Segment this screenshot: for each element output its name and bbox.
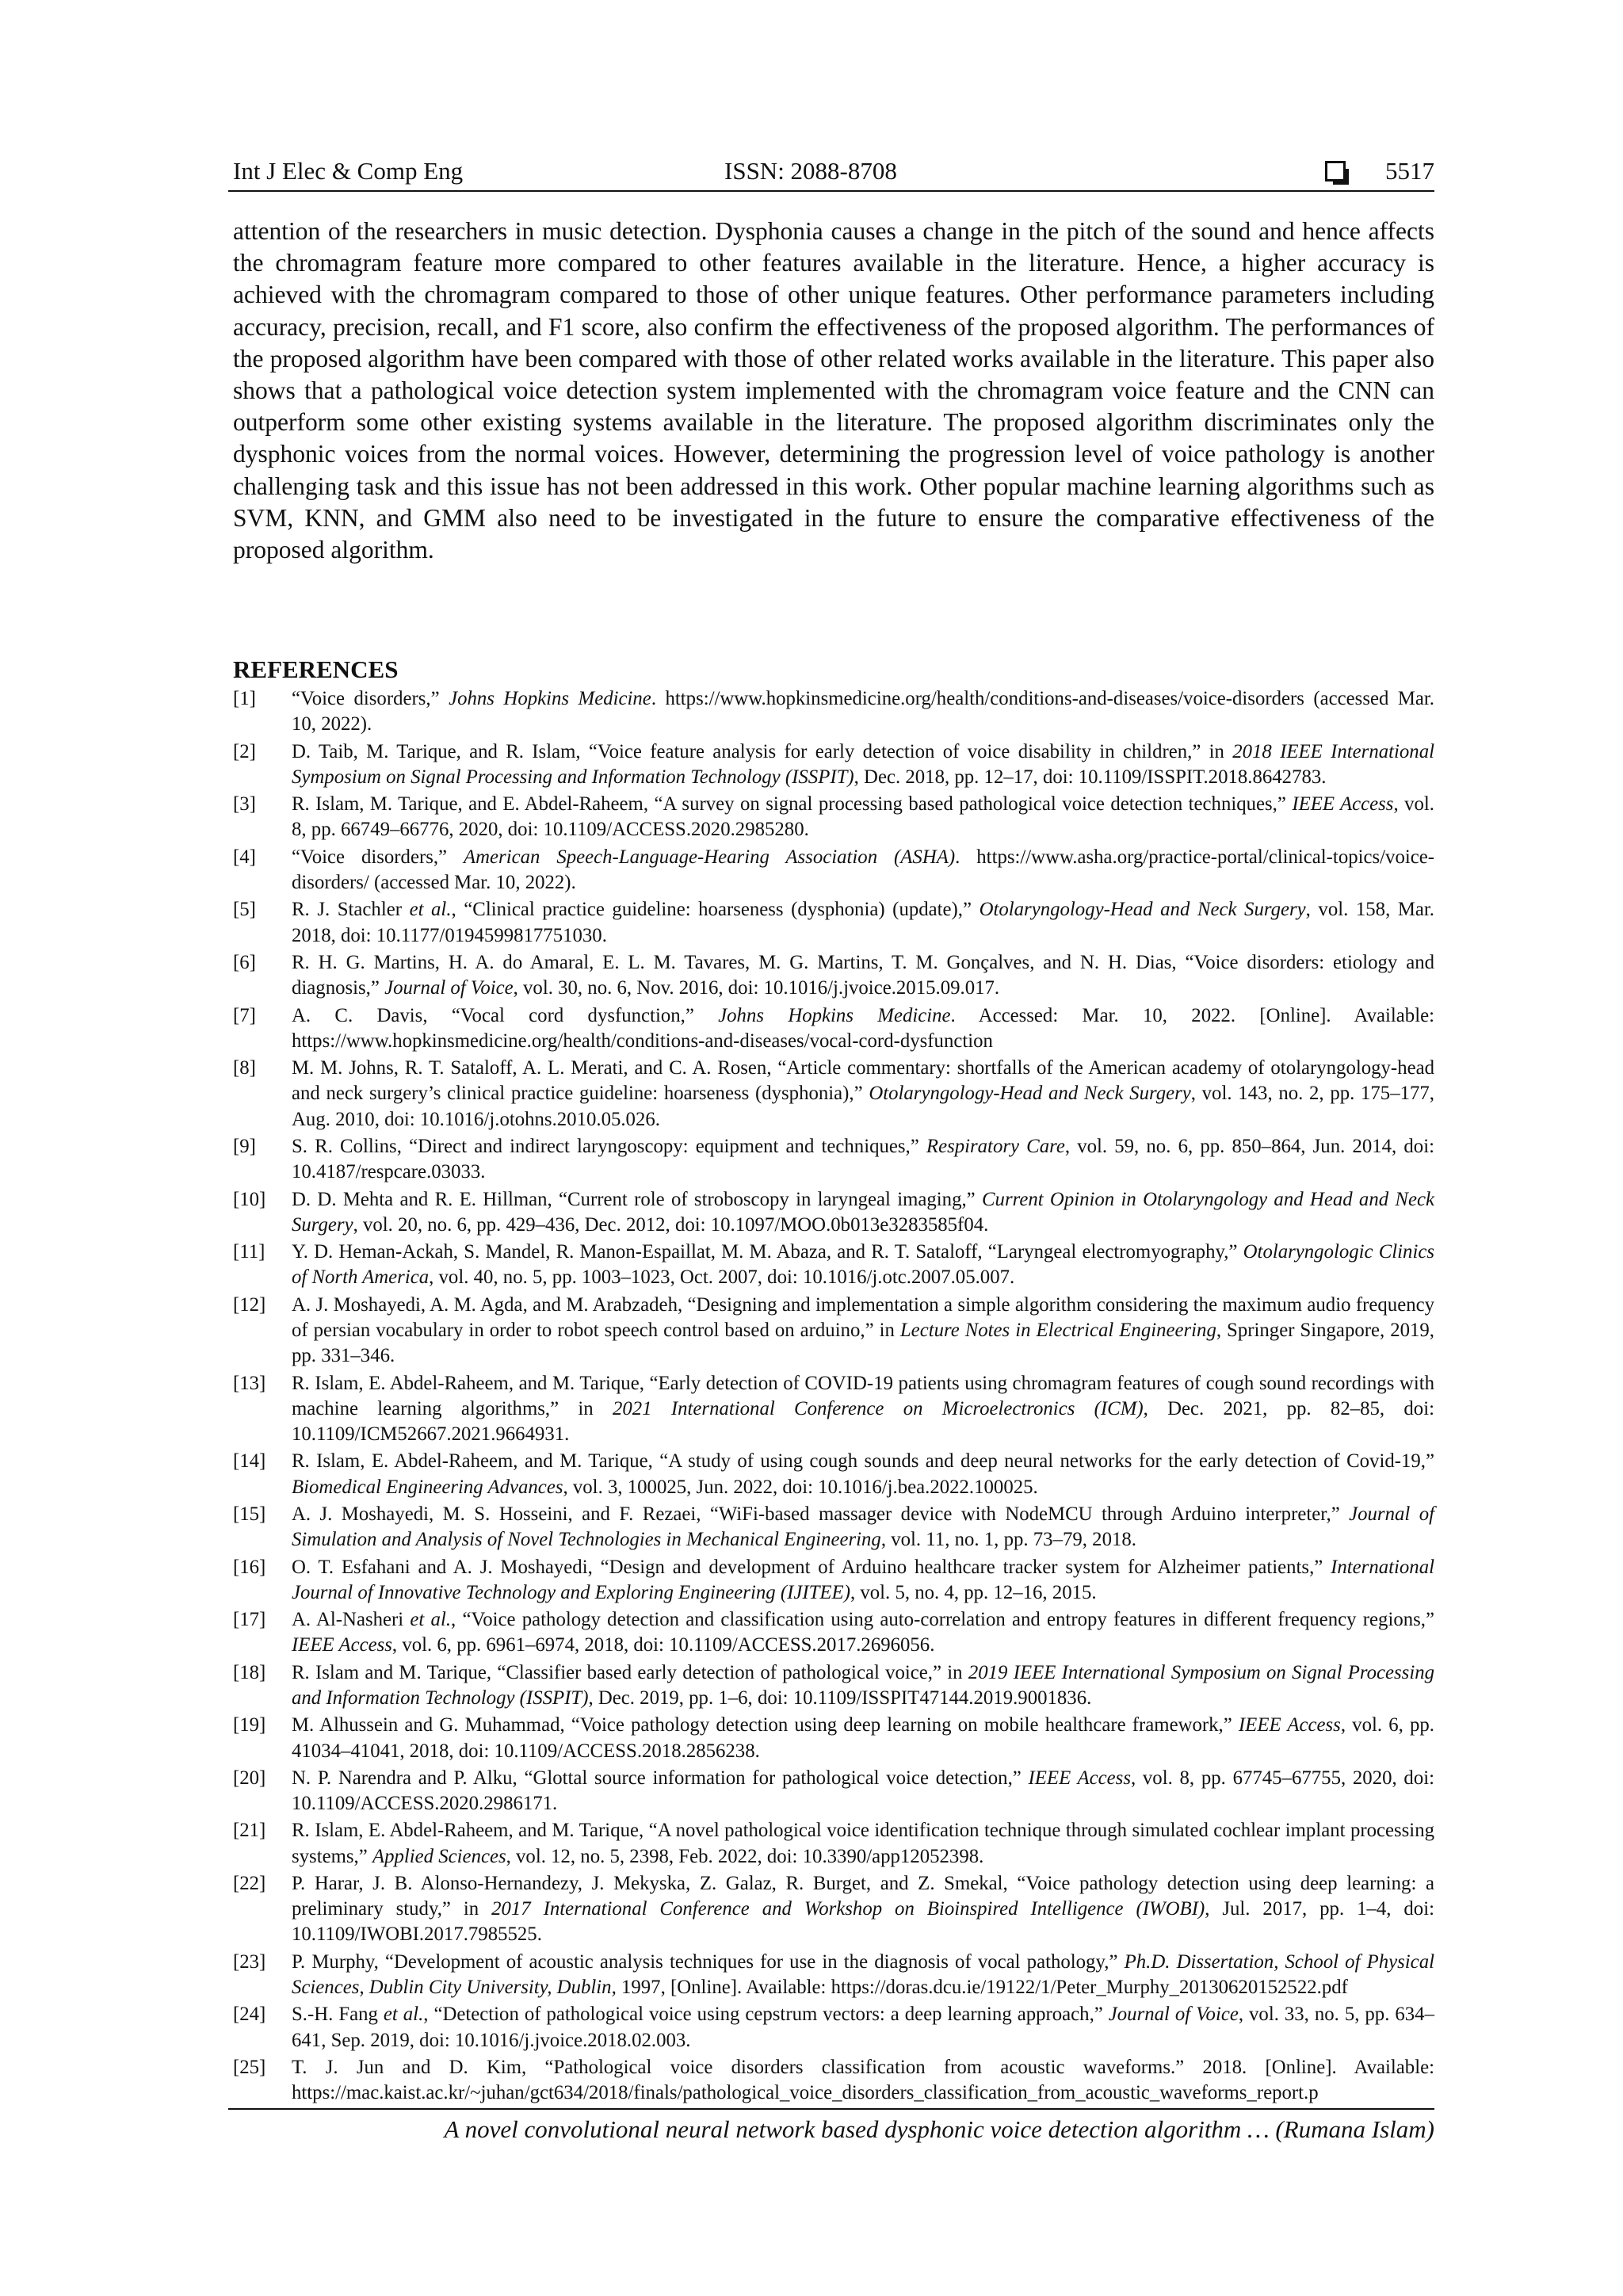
reference-segment: D. D. Mehta and R. E. Hillman, “Current role of stroboscopy in laryngeal imaging,” <box>292 1188 982 1210</box>
box-icon <box>1325 161 1346 181</box>
reference-text <box>292 1713 1434 1763</box>
reference-segment: “Voice disorders,” <box>292 688 449 709</box>
reference-text <box>292 1660 1434 1711</box>
reference-item <box>233 1240 1434 1290</box>
reference-segment: 1997, [Online]. Available: https://doras.dcu.ie/19122/1/Peter_Murphy_20130620152522.pdf <box>616 1977 1348 1999</box>
reference-segment: S. R. Collins, “Direct and indirect laryngoscopy: equipment and techniques,” <box>292 1135 926 1157</box>
reference-segment: , vol. 12, no. 5, 2398, Feb. 2022, doi: 10.3390/app12052398. <box>506 1845 984 1867</box>
reference-segment: , vol. 6, pp. 41034–41041, 2018, doi: 10.1109/ACCESS.2018.2856238. <box>292 1714 1434 1762</box>
reference-number: [20] <box>233 1767 266 1789</box>
reference-item <box>233 792 1434 842</box>
reference-text <box>292 2002 1434 2053</box>
reference-segment: , vol. 143, no. 2, pp. 175–177, Aug. 2010, doi: 10.1016/j.otohns.2010.05.026. <box>292 1083 1435 1130</box>
reference-segment: N. P. Narendra and P. Alku, “Glottal source information for pathological voice detection,” <box>292 1767 1029 1789</box>
reference-text <box>292 1818 1434 1869</box>
reference-segment: , “Clinical practice guideline: hoarseness (dysphonia) (update),” <box>451 899 980 921</box>
reference-italic-segment: Journal of Voice <box>1108 2004 1239 2026</box>
reference-italic-segment: et al. <box>409 899 452 921</box>
reference-segment: , Dec. 2021, pp. 82–85, doi: 10.1109/ICM52667.2021.9664931. <box>292 1397 1434 1445</box>
reference-italic-segment: IEEE Access <box>1028 1767 1131 1789</box>
reference-number: [8] <box>233 1057 256 1079</box>
reference-segment: P. Murphy, “Development of acoustic analysis techniques for use in the diagnosis of vocal pathology,” <box>292 1950 1125 1973</box>
reference-segment: , vol. 33, no. 5, pp. 634–641, Sep. 2019, doi: 10.1016/j.jvoice.2018.02.003. <box>292 2004 1434 2051</box>
reference-number: [22] <box>233 1873 266 1895</box>
body-paragraph: attention of the researchers in music detection. Dysphonia causes a change in the pitch of the sound and hence affects the chromagram feature more compared to other features available in the literature. Hence, a higher accuracy is achieved with the chromagram compared to those of other unique features. Other performance parameters including accuracy, precision, recall, and F1 score, also confirm the effectiveness of the proposed algorithm. The performances of the proposed algorithm have been compared with those of other related works available in the literature. This paper also shows that a pathological voice detection system implemented with the chromagram voice feature and the CNN can outperform some other existing systems available in the literature. The proposed algorithm discriminates only the dysphonic voices from the normal voices. However, determining the progression level of voice pathology is another challenging task and this issue has not been addressed in this work. Other popular machine learning algorithms such as SVM, KNN, and GMM also need to be investigated in the future to ensure the comparative effectiveness of the proposed algorithm. <box>233 217 1434 564</box>
reference-text <box>292 792 1434 842</box>
reference-italic-segment: 2017 International Conference and Workshop on Bioinspired Intelligence (IWOBI) <box>491 1898 1205 1920</box>
reference-segment: R. Islam, E. Abdel-Raheem, and M. Tarique, “A novel pathological voice identification technique through simulated cochlear implant processing systems,” <box>292 1820 1434 1867</box>
reference-item <box>233 1660 1434 1711</box>
reference-segment: M. M. Johns, R. T. Sataloff, A. L. Merati, and C. A. Rosen, “Article commentary: shortfalls of the American academy of otolaryngology-head and neck surgery’s clinical practice guideline: hoarseness (dysphonia),” <box>292 1057 1434 1105</box>
reference-number: [4] <box>233 846 256 868</box>
issn: ISSN: 2088-8708 <box>724 157 897 185</box>
reference-text <box>292 1003 1434 1054</box>
reference-segment: R. Islam, M. Tarique, and E. Abdel-Raheem, “A survey on signal processing based pathological voice detection techniques,” <box>292 793 1293 816</box>
reference-number: [24] <box>233 2004 266 2026</box>
reference-segment: R. J. Stachler <box>292 899 410 921</box>
reference-italic-segment: Journal of Voice <box>384 977 514 999</box>
reference-number: [1] <box>233 688 256 709</box>
reference-segment: , Dec. 2018, pp. 12–17, doi: 10.1109/ISSPIT.2018.8642783. <box>854 766 1327 788</box>
reference-text <box>292 1950 1434 2000</box>
reference-item <box>233 950 1434 1001</box>
reference-segment: , vol. 59, no. 6, pp. 850–864, Jun. 2014, doi: 10.4187/respcare.03033. <box>292 1135 1434 1183</box>
reference-text <box>292 1293 1434 1370</box>
reference-text <box>292 1187 1434 1238</box>
reference-segment: , Dec. 2019, pp. 1–6, doi: 10.1109/ISSPIT47144.2019.9001836. <box>588 1687 1092 1709</box>
reference-text <box>292 1240 1434 1290</box>
reference-number: [14] <box>233 1450 266 1473</box>
reference-number: [25] <box>233 2057 266 2079</box>
reference-text <box>292 950 1434 1001</box>
reference-italic-segment: IEEE Access <box>292 1634 392 1656</box>
reference-segment: D. Taib, M. Tarique, and R. Islam, “Voice feature analysis for early detection of voice disability in children,” in <box>292 740 1233 762</box>
reference-segment: , vol. 40, no. 5, pp. 1003–1023, Oct. 2007, doi: 10.1016/j.otc.2007.05.007. <box>429 1266 1015 1289</box>
reference-italic-segment: Lecture Notes in Electrical Engineering <box>899 1319 1216 1341</box>
reference-item <box>233 1293 1434 1370</box>
reference-item <box>233 1818 1434 1869</box>
reference-item <box>233 897 1434 948</box>
reference-segment: , vol. 158, Mar. 2018, doi: 10.1177/0194599817751030. <box>292 899 1434 946</box>
reference-number: [16] <box>233 1556 266 1578</box>
reference-segment: , vol. 8, pp. 66749–66776, 2020, doi: 10.1109/ACCESS.2020.2985280. <box>292 793 1434 841</box>
reference-italic-segment: International Journal of Innovative Technology and Exploring Engineering (IJITEE) <box>292 1556 1434 1603</box>
reference-segment: , vol. 5, no. 4, pp. 12–16, 2015. <box>850 1581 1097 1603</box>
reference-segment: A. Al-Nasheri <box>292 1609 411 1631</box>
reference-italic-segment: Otolaryngology-Head and Neck Surgery <box>869 1083 1191 1105</box>
reference-number: [12] <box>233 1293 266 1316</box>
reference-segment: O. T. Esfahani and A. J. Moshayedi, “Design and development of Arduino healthcare tracker system for Alzheimer patients,” <box>292 1556 1331 1578</box>
reference-segment: Y. D. Heman-Ackah, S. Mandel, R. Manon-Espaillat, M. M. Abaza, and R. T. Sataloff, “Laryngeal electromyography,” <box>292 1241 1243 1263</box>
reference-item <box>233 1134 1434 1185</box>
header-rule <box>228 190 1434 192</box>
reference-segment: R. Islam and M. Tarique, “Classifier based early detection of pathological voice,” in <box>292 1661 968 1683</box>
reference-segment: R. H. G. Martins, H. A. do Amaral, E. L. M. Tavares, M. G. Martins, T. M. Gonçalves, and N. H. Dias, “Voice disorders: etiology and diagnosis,” <box>292 951 1434 999</box>
reference-item <box>233 1371 1434 1448</box>
reference-number: [6] <box>233 951 256 973</box>
reference-text <box>292 1871 1434 1948</box>
reference-segment: A. J. Moshayedi, M. S. Hosseini, and F. Rezaei, “WiFi-based massager device with NodeMCU through Arduino interpreter,” <box>292 1503 1350 1525</box>
reference-item <box>233 845 1434 896</box>
reference-segment: , “Detection of pathological voice using cepstrum vectors: a deep learning approach,” <box>423 2004 1109 2026</box>
reference-text <box>292 686 1434 737</box>
reference-segment: , vol. 11, no. 1, pp. 73–79, 2018. <box>880 1529 1136 1551</box>
page-number: 5517 <box>1385 157 1434 185</box>
reference-number: [23] <box>233 1950 266 1973</box>
reference-number: [21] <box>233 1820 266 1842</box>
reference-segment: , “Voice pathology detection and classification using auto-correlation and entropy features in different frequency regions,” <box>451 1609 1434 1631</box>
running-footer: A novel convolutional neural network based dysphonic voice detection algorithm … (Rumana Islam) <box>444 2115 1434 2143</box>
reference-italic-segment: Ph.D. Dissertation, School of Physical Sciences, Dublin City University, Dublin, <box>292 1950 1434 1999</box>
reference-text <box>292 1502 1434 1553</box>
reference-item <box>233 1502 1434 1553</box>
reference-item <box>233 686 1434 737</box>
reference-text <box>292 1555 1434 1606</box>
reference-item <box>233 1187 1434 1238</box>
reference-segment: , vol. 20, no. 6, pp. 429–436, Dec. 2012, doi: 10.1097/MOO.0b013e3283585f04. <box>353 1213 989 1236</box>
reference-number: [9] <box>233 1135 256 1157</box>
reference-segment: . Accessed: Mar. 10, 2022. [Online]. Available: https://www.hopkinsmedicine.org/health/conditions-and-diseases/vocal-cord-dysfunction <box>292 1004 1434 1052</box>
reference-italic-segment: 2019 IEEE International Symposium on Signal Processing and Information Technology (ISSPIT) <box>292 1661 1434 1709</box>
reference-segment: A. C. Davis, “Vocal cord dysfunction,” <box>292 1004 719 1026</box>
reference-segment: , vol. 30, no. 6, Nov. 2016, doi: 10.1016/j.jvoice.2015.09.017. <box>513 977 1000 999</box>
reference-segment: , Springer Singapore, 2019, pp. 331–346. <box>292 1319 1434 1367</box>
reference-number: [2] <box>233 740 256 762</box>
reference-item <box>233 1449 1434 1499</box>
reference-segment: S.-H. Fang <box>292 2004 384 2026</box>
reference-number: [19] <box>233 1714 266 1736</box>
reference-item <box>233 1713 1434 1763</box>
reference-italic-segment: Respiratory Care <box>926 1135 1065 1157</box>
reference-item <box>233 2002 1434 2053</box>
reference-segment: R. Islam, E. Abdel-Raheem, and M. Tarique, “A study of using cough sounds and deep neural networks for the early detection of Covid-19,” <box>292 1450 1434 1473</box>
reference-text <box>292 1134 1434 1185</box>
reference-segment: “Voice disorders,” <box>292 846 464 868</box>
reference-text <box>292 845 1434 896</box>
reference-italic-segment: Otolaryngologic Clinics of North America <box>292 1241 1434 1289</box>
reference-segment: T. J. Jun and D. Kim, “Pathological voice disorders classification from acoustic waveforms.” 2018. [Online]. Available: https://mac.kaist.ac.kr/~juhan/gct634/2018/finals/pathological_voice_disorders_classification_from_acoustic_waveforms_report.p <box>292 2057 1434 2104</box>
reference-number: [3] <box>233 793 256 816</box>
reference-segment: , vol. 3, 100025, Jun. 2022, doi: 10.1016/j.bea.2022.100025. <box>563 1476 1038 1498</box>
reference-text <box>292 1766 1434 1817</box>
reference-item <box>233 1003 1434 1054</box>
reference-italic-segment: Johns Hopkins Medicine <box>718 1004 951 1026</box>
reference-number: [18] <box>233 1661 266 1683</box>
reference-item <box>233 1766 1434 1817</box>
reference-italic-segment: 2021 International Conference on Microelectronics (ICM) <box>612 1397 1144 1419</box>
reference-number: [7] <box>233 1004 256 1026</box>
reference-text <box>292 897 1434 948</box>
reference-italic-segment: Journal of Simulation and Analysis of Novel Technologies in Mechanical Engineering <box>292 1503 1434 1551</box>
reference-italic-segment: Biomedical Engineering Advances <box>292 1476 563 1498</box>
reference-item <box>233 1056 1434 1133</box>
reference-italic-segment: 2018 IEEE International Symposium on Signal Processing and Information Technology (ISSPIT) <box>292 740 1434 788</box>
reference-item <box>233 739 1434 790</box>
reference-item <box>233 1555 1434 1606</box>
reference-italic-segment: Johns Hopkins Medicine <box>449 688 651 709</box>
reference-number: [13] <box>233 1372 266 1394</box>
reference-italic-segment: Applied Sciences <box>372 1845 506 1867</box>
reference-text <box>292 1056 1434 1133</box>
reference-italic-segment: Current Opinion in Otolaryngology and Head and Neck Surgery <box>292 1188 1434 1236</box>
reference-segment: M. Alhussein and G. Muhammad, “Voice pathology detection using deep learning on mobile healthcare framework,” <box>292 1714 1239 1736</box>
reference-segment: , vol. 8, pp. 67745–67755, 2020, doi: 10.1109/ACCESS.2020.2986171. <box>292 1767 1434 1815</box>
reference-segment: . https://www.asha.org/practice-portal/clinical-topics/voice-disorders/ (accessed Mar. 10, 2022). <box>292 846 1435 893</box>
running-header <box>233 157 1434 190</box>
reference-item <box>233 1950 1434 2000</box>
reference-italic-segment: IEEE Access <box>1292 793 1394 816</box>
footer-rule <box>228 2108 1434 2110</box>
journal-name: Int J Elec & Comp Eng <box>233 157 464 185</box>
reference-list <box>233 686 1434 2108</box>
references-heading: REFERENCES <box>233 655 399 683</box>
reference-italic-segment: IEEE Access <box>1238 1714 1341 1736</box>
reference-text <box>292 1371 1434 1448</box>
reference-text <box>292 1607 1434 1658</box>
reference-number: [10] <box>233 1188 266 1210</box>
reference-segment: , Jul. 2017, pp. 1–4, doi: 10.1109/IWOBI.2017.7985525. <box>292 1898 1434 1946</box>
reference-item <box>233 1607 1434 1658</box>
reference-segment: , vol. 6, pp. 6961–6974, 2018, doi: 10.1109/ACCESS.2017.2696056. <box>391 1634 935 1656</box>
reference-number: [5] <box>233 899 256 921</box>
reference-text <box>292 2055 1434 2106</box>
reference-item <box>233 1871 1434 1948</box>
reference-number: [15] <box>233 1503 266 1525</box>
reference-italic-segment: American Speech-Language-Hearing Association (ASHA) <box>464 846 956 868</box>
reference-italic-segment: Otolaryngology-Head and Neck Surgery <box>979 899 1306 921</box>
reference-text <box>292 1449 1434 1499</box>
reference-segment: A. J. Moshayedi, A. M. Agda, and M. Arabzadeh, “Designing and implementation a simple algorithm considering the maximum audio frequency of persian vocabulary in order to robot speech control based on arduino,” in <box>292 1293 1434 1341</box>
reference-italic-segment: et al. <box>410 1609 452 1631</box>
reference-italic-segment: et al. <box>383 2004 424 2026</box>
reference-segment: . https://www.hopkinsmedicine.org/health/conditions-and-diseases/voice-disorders (accessed Mar. 10, 2022). <box>292 688 1435 735</box>
reference-number: [17] <box>233 1609 266 1631</box>
reference-segment: P. Harar, J. B. Alonso-Hernandezy, J. Mekyska, Z. Galaz, R. Burget, and Z. Smekal, “Voice pathology detection using deep learning: a preliminary study,” in <box>292 1873 1434 1920</box>
reference-item <box>233 2055 1434 2106</box>
reference-number: [11] <box>233 1241 265 1263</box>
reference-segment: R. Islam, E. Abdel-Raheem, and M. Tarique, “Early detection of COVID-19 patients using chromagram features of cough sound recordings with machine learning algorithms,” in <box>292 1372 1434 1419</box>
reference-text <box>292 739 1434 790</box>
